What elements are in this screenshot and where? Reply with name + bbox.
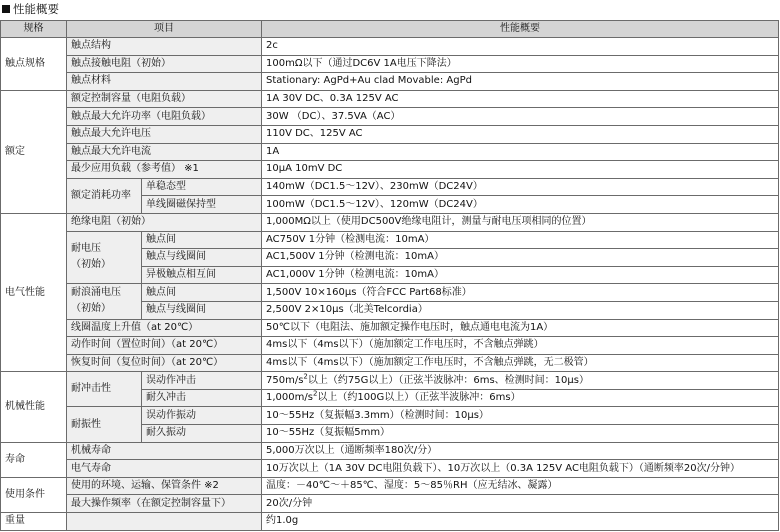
item-value: 140mW（DC1.5～12V）、230mW（DC24V） bbox=[262, 178, 779, 196]
value-suffix: 以上（约100G以上）（正弦半波脉冲：6ms） bbox=[317, 392, 521, 404]
item-value: 1,000MΩ以上（使用DC500V绝缘电阻计，测量与耐电压项相同的位置） bbox=[262, 213, 779, 231]
table-row bbox=[1, 319, 779, 337]
withstand-label-line2: （初始） bbox=[71, 259, 111, 271]
header-item: 项目 bbox=[67, 21, 262, 38]
category-conditions: 使用条件 bbox=[1, 477, 67, 512]
table-row bbox=[1, 513, 779, 531]
surge-label-line1: 耐浪涌电压 bbox=[71, 287, 121, 299]
category-life: 寿命 bbox=[1, 442, 67, 477]
sub-item-label: 触点间 bbox=[142, 231, 262, 249]
item-value: Stationary: AgPd+Au clad Movable: AgPd bbox=[262, 73, 779, 91]
section-heading bbox=[2, 1, 59, 17]
item-label: 额定消耗功率 bbox=[67, 178, 142, 213]
section-heading-text: 性能概要 bbox=[13, 2, 59, 16]
table-row bbox=[1, 460, 779, 478]
item-value: 10万次以上（1A 30V DC电阻负载下）、10万次以上（0.3A 125V AC电阻负载下）（通断频率20次/分钟） bbox=[262, 460, 779, 478]
table-row bbox=[1, 90, 779, 108]
table-row bbox=[1, 73, 779, 91]
item-value: 约1.0g bbox=[262, 513, 779, 531]
item-label: 触点材料 bbox=[67, 73, 262, 91]
item-label: 最大操作频率（在额定控制容量下） bbox=[67, 495, 262, 513]
table-row bbox=[1, 372, 779, 390]
item-value: AC1,000V 1分钟（检测电流：10mA） bbox=[262, 266, 779, 284]
table-row bbox=[1, 38, 779, 56]
surge-label-line2: （初始） bbox=[71, 303, 111, 315]
item-label: 动作时间（置位时间）（at 20℃） bbox=[67, 337, 262, 355]
item-value: 4ms以下（4ms以下）（施加额定工作电压时，不含触点弹跳，无二极管） bbox=[262, 354, 779, 372]
item-label: 触点结构 bbox=[67, 38, 262, 56]
item-label bbox=[67, 231, 142, 284]
table-row bbox=[1, 108, 779, 126]
table-row bbox=[1, 337, 779, 355]
performance-table bbox=[0, 20, 779, 531]
sub-item-label: 触点间 bbox=[142, 284, 262, 302]
item-label: 额定控制容量（电阻负载） bbox=[67, 90, 262, 108]
sub-item-label: 触点与线圈间 bbox=[142, 249, 262, 267]
item-value: 100mW（DC1.5～12V）、120mW（DC24V） bbox=[262, 196, 779, 214]
sub-item-label: 单线圈磁保持型 bbox=[142, 196, 262, 214]
item-value: 2c bbox=[262, 38, 779, 56]
item-value: 2,500V 2×10μs（北美Telcordia） bbox=[262, 301, 779, 319]
sub-item-label: 异极触点相互间 bbox=[142, 266, 262, 284]
item-value: 1A 30V DC、0.3A 125V AC bbox=[262, 90, 779, 108]
superscript: 2 bbox=[312, 389, 318, 398]
category-electrical: 电气性能 bbox=[1, 213, 67, 371]
table-row bbox=[1, 55, 779, 73]
item-value: 4ms以下（4ms以下）（施加额定工作电压时，不含触点弹跳） bbox=[262, 337, 779, 355]
item-value: 10～55Hz（复振幅3.3mm）（检测时间：10μs） bbox=[262, 407, 779, 425]
table-row bbox=[1, 354, 779, 372]
superscript: 2 bbox=[303, 372, 308, 381]
item-label: 触点最大允许功率（电阻负载） bbox=[67, 108, 262, 126]
value-suffix: 以上（约75G以上）（正弦半波脉冲：6ms、检测时间：10μs） bbox=[307, 374, 589, 386]
table-row bbox=[1, 161, 779, 179]
item-label: 线圈温度上升值（at 20℃） bbox=[67, 319, 262, 337]
sub-item-label: 耐久冲击 bbox=[142, 389, 262, 407]
item-label: 最少应用负载（参考值） ※1 bbox=[67, 161, 262, 179]
square-bullet-icon bbox=[2, 5, 10, 13]
item-value: 100mΩ以下（通过DC6V 1A电压下降法） bbox=[262, 55, 779, 73]
item-value: 110V DC、125V AC bbox=[262, 125, 779, 143]
item-value: 10μA 10mV DC bbox=[262, 161, 779, 179]
withstand-label-line1: 耐电压 bbox=[71, 243, 101, 255]
table-row bbox=[1, 213, 779, 231]
item-value: 1A bbox=[262, 143, 779, 161]
header-spec: 规格 bbox=[1, 21, 67, 38]
table-row bbox=[1, 495, 779, 513]
table-row bbox=[1, 231, 779, 249]
item-value: 温度：－40℃～＋85℃、湿度：5～85％RH（应无结冰、凝露） bbox=[262, 477, 779, 495]
item-value: 20次/分钟 bbox=[262, 495, 779, 513]
sub-item-label: 单稳态型 bbox=[142, 178, 262, 196]
item-value bbox=[262, 372, 779, 390]
table-row bbox=[1, 477, 779, 495]
table-header-row bbox=[1, 21, 779, 38]
table-row bbox=[1, 407, 779, 425]
item-label: 触点最大允许电压 bbox=[67, 125, 262, 143]
table-row bbox=[1, 143, 779, 161]
item-label: 恢复时间（复位时间）（at 20℃） bbox=[67, 354, 262, 372]
item-label bbox=[67, 513, 262, 531]
value-prefix: 750m/s bbox=[266, 374, 304, 386]
category-contact: 触点规格 bbox=[1, 38, 67, 91]
item-label: 触点最大允许电流 bbox=[67, 143, 262, 161]
category-weight: 重量 bbox=[1, 513, 67, 531]
item-label: 使用的环境、运输、保管条件 ※2 bbox=[67, 477, 262, 495]
header-summary: 性能概要 bbox=[262, 21, 779, 38]
table-row bbox=[1, 125, 779, 143]
item-value bbox=[262, 389, 779, 407]
item-value: AC1,500V 1分钟（检测电流：10mA） bbox=[262, 249, 779, 267]
item-value: 1,500V 10×160μs（符合FCC Part68标准） bbox=[262, 284, 779, 302]
value-prefix: 1,000m/s bbox=[266, 392, 313, 404]
sub-item-label: 误动作振动 bbox=[142, 407, 262, 425]
item-label: 机械寿命 bbox=[67, 442, 262, 460]
sub-item-label: 误动作冲击 bbox=[142, 372, 262, 390]
item-label: 触点接触电阻（初始） bbox=[67, 55, 262, 73]
sub-item-label: 耐久振动 bbox=[142, 425, 262, 443]
category-mechanical: 机械性能 bbox=[1, 372, 67, 442]
item-label: 耐振性 bbox=[67, 407, 142, 442]
sub-item-label: 触点与线圈间 bbox=[142, 301, 262, 319]
item-label: 耐冲击性 bbox=[67, 372, 142, 407]
item-label bbox=[67, 284, 142, 319]
item-value: 10～55Hz（复振幅5mm） bbox=[262, 425, 779, 443]
item-value: 50℃以下（电阻法、施加额定操作电压时，触点通电电流为1A） bbox=[262, 319, 779, 337]
item-value: 5,000万次以上（通断频率180次/分） bbox=[262, 442, 779, 460]
category-rating: 额定 bbox=[1, 90, 67, 213]
table-row bbox=[1, 284, 779, 302]
item-label: 绝缘电阻（初始） bbox=[67, 213, 262, 231]
table-row bbox=[1, 178, 779, 196]
item-value: 30W （DC）、37.5VA（AC） bbox=[262, 108, 779, 126]
item-value: AC750V 1分钟（检测电流：10mA） bbox=[262, 231, 779, 249]
table-row bbox=[1, 442, 779, 460]
item-label: 电气寿命 bbox=[67, 460, 262, 478]
